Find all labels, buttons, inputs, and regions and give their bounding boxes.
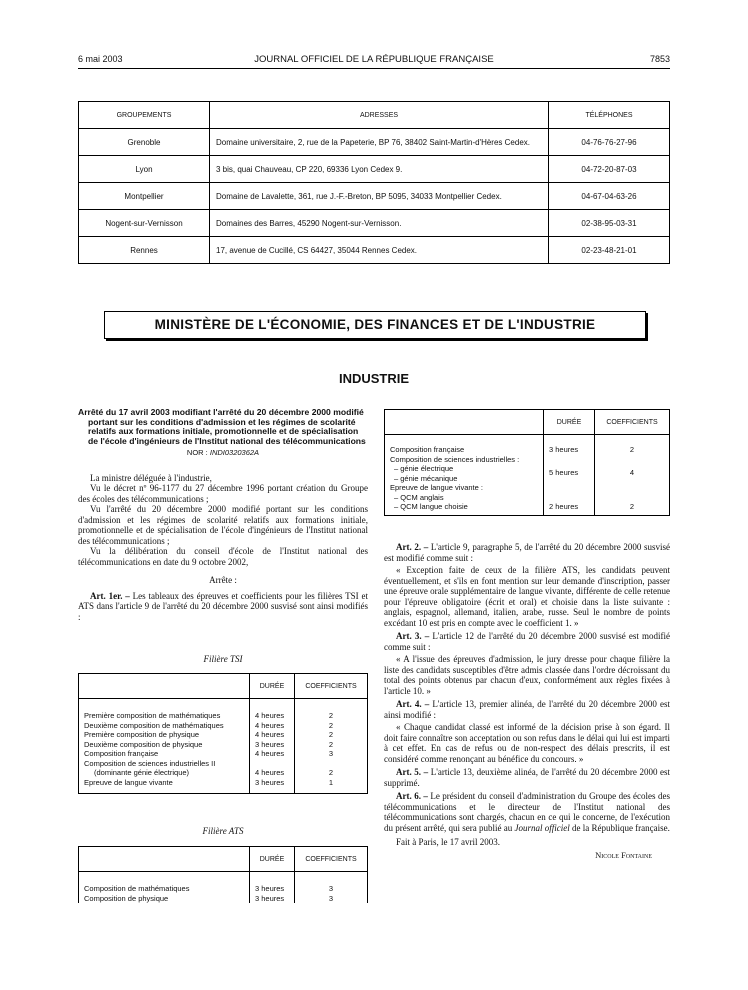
journal-officiel-text: Journal officiel: [514, 822, 570, 833]
table-body-row: [385, 435, 670, 516]
table-row: (dominante génie électrique): [94, 768, 190, 777]
coef-value: 2: [328, 730, 334, 739]
article-4: [384, 699, 670, 720]
table-row: Deuxième composition de physique: [84, 739, 203, 749]
column-header: GROUPEMENTS: [79, 102, 210, 129]
coef-value: 3: [328, 893, 334, 903]
coef-cell: [595, 435, 670, 516]
adresse-cell: 3 bis, quai Chauveau, CP 220, 69336 Lyon Cedex 9.: [210, 156, 549, 183]
header-date: 6 mai 2003: [78, 54, 123, 64]
duree-value: 2 heures: [549, 502, 579, 511]
filiere-ats-label: Filière ATS: [202, 826, 244, 836]
filiere-tsi-label: Filière TSI: [203, 654, 243, 664]
ats-table-part1: [78, 846, 368, 903]
table-row: – QCM anglais: [394, 492, 444, 502]
article-1: [78, 591, 368, 623]
article-5: [384, 767, 670, 788]
article-label: Art. 3. –: [396, 631, 430, 641]
coef-cell: [295, 872, 368, 904]
tsi-table: [78, 673, 368, 794]
table-row: Epreuve de langue vivante: [84, 777, 173, 787]
telephone-cell: 04-67-04-63-26: [549, 183, 670, 210]
column-header: DURÉE: [250, 847, 295, 872]
coef-value: 2: [328, 739, 334, 749]
coef-value: 1: [328, 777, 334, 787]
duree-value: 4 heures: [255, 711, 285, 720]
paragraph: Vu le décret nº 96-1177 du 27 décembre 1996 portant création du Groupe des écoles des télécommunications ;: [78, 483, 368, 504]
table-body-row: [79, 872, 368, 904]
table-row: Deuxième composition de mathématiques: [84, 720, 224, 730]
coef-value: 2: [328, 711, 334, 720]
duree-value: 4 heures: [255, 768, 285, 777]
coef-value: 3: [328, 749, 334, 758]
paragraph: Vu l'arrêté du 20 décembre 2000 modifié portant sur les conditions d'admission et les régimes de scolarité relatifs aux formations initiale, promotionnelle et de spécialisation de l'école d'ingénieurs de l'Institut national des télécommunications ;: [78, 504, 368, 546]
epreuve-cell: [79, 699, 250, 794]
article-label: Art. 2. –: [396, 542, 429, 552]
table-row: – QCM langue choisie: [394, 502, 468, 511]
table-row: – génie mécanique: [394, 473, 458, 483]
address-table: [78, 101, 670, 264]
paragraph: La ministre déléguée à l'industrie,: [90, 472, 212, 483]
article-label: Art. 5. –: [396, 767, 429, 777]
table-row: Première composition de physique: [84, 730, 200, 739]
telephone-cell: 02-38-95-03-31: [549, 210, 670, 237]
table-row: [79, 237, 670, 264]
article-text: L'article 13, premier alinéa, de l'arrêté du 20 décembre 2000 est ainsi modifié :: [384, 699, 670, 720]
article-3: [384, 631, 670, 652]
duree-value: 4 heures: [255, 720, 285, 730]
arrete-word: Arrête :: [209, 575, 237, 586]
paragraph: Vu la délibération du conseil d'école de l'Institut national des télécommunications en date du 9 octobre 2002,: [78, 546, 368, 567]
coef-value: 4: [629, 468, 635, 477]
table-row: Composition de sciences industrielles II: [84, 758, 216, 768]
nor-label: NOR :: [186, 448, 208, 458]
table-row: [79, 156, 670, 183]
duree-value: 4 heures: [255, 730, 285, 739]
duree-value: 4 heures: [255, 749, 285, 758]
duree-value: 3 heures: [255, 884, 285, 893]
column-header: ADRESSES: [210, 102, 549, 129]
table-row: Epreuve de langue vivante :: [390, 483, 483, 492]
column-header: [79, 847, 250, 872]
article-text: Les tableaux des épreuves et coefficients pour les filières TSI et ATS dans l'article 9 de l'arrêté du 20 décembre 2000 susvisé sont ainsi modifiés :: [78, 590, 368, 622]
column-header: [385, 410, 544, 435]
left-column: [78, 408, 368, 622]
article-quote: « A l'issue des épreuves d'admission, le jury dresse pour chaque filière la liste des candidats susceptibles d'être admis classée dans l'ordre décroissant du total des points obtenus par chacun d'eux, conformément aux règles fixées à l'article 10. »: [384, 654, 670, 696]
nor-value: INDI0320362A: [209, 448, 260, 458]
table-row: [79, 183, 670, 210]
duree-value: 3 heures: [549, 445, 579, 454]
duree-cell: [250, 872, 295, 904]
column-header: COEFFICIENTS: [595, 410, 670, 435]
coef-value: 3: [328, 884, 334, 893]
header-page-number: 7853: [649, 54, 670, 64]
article-text: L'article 13, deuxième alinéa, de l'arrêté du 20 décembre 2000 est supprimé.: [384, 767, 671, 788]
coef-cell: [295, 699, 368, 794]
table-row: [79, 129, 670, 156]
groupement-cell: Lyon: [79, 156, 210, 183]
table-row: Composition française: [390, 445, 465, 454]
section-title: INDUSTRIE: [338, 371, 410, 386]
table-header-row: [79, 102, 670, 129]
ministry-banner: MINISTÈRE DE L'ÉCONOMIE, DES FINANCES ET DE L'INDUSTRIE: [104, 311, 646, 339]
table-row: Composition de physique: [84, 893, 169, 903]
groupement-cell: Montpellier: [79, 183, 210, 210]
nor-reference: [78, 448, 368, 459]
header-rule: [78, 68, 670, 69]
column-header: COEFFICIENTS: [295, 847, 368, 872]
duree-value: 5 heures: [549, 468, 579, 477]
duree-cell: [544, 435, 595, 516]
article-label: Art. 4. –: [396, 699, 430, 709]
column-header: COEFFICIENTS: [295, 674, 368, 699]
right-column: [384, 542, 670, 860]
coef-value: 2: [328, 720, 334, 730]
coef-value: [300, 759, 362, 769]
article-6: [384, 791, 670, 833]
telephone-cell: 04-76-76-27-96: [549, 129, 670, 156]
table-row: Composition de sciences industrielles :: [390, 454, 520, 464]
coef-value: 2: [629, 445, 635, 454]
duree-value: [255, 759, 289, 769]
table-row: [79, 210, 670, 237]
column-header: [79, 674, 250, 699]
table-header-row: [79, 847, 368, 872]
article-label: Art. 1er. –: [90, 590, 130, 601]
table-row: Composition de mathématiques: [84, 884, 190, 893]
table-body-row: [79, 699, 368, 794]
ats-table-part2: [384, 409, 670, 516]
article-text: de la République française.: [571, 822, 670, 833]
coef-value: 2: [629, 502, 635, 511]
article-quote: « Chaque candidat classé est informé de la décision prise à son égard. Il doit faire connaître son acceptation ou son refus dans le délai qui lui est imparti à cet effet. En cas de refus ou de non-respect des délais prescrits, il est considéré comme renonçant au bénéfice du concours. »: [384, 722, 670, 764]
table-header-row: [385, 410, 670, 435]
article-text: L'article 12 de l'arrêté du 20 décembre 2000 susvisé est modifié comme suit :: [384, 631, 671, 652]
telephone-cell: 04-72-20-87-03: [549, 156, 670, 183]
column-header: TÉLÉPHONES: [549, 102, 670, 129]
epreuve-cell: [385, 435, 544, 516]
adresse-cell: Domaine universitaire, 2, rue de la Papeterie, BP 76, 38402 Saint-Martin-d'Hères Cedex.: [210, 129, 549, 156]
adresse-cell: Domaine de Lavalette, 361, rue J.-F.-Breton, BP 5095, 34033 Montpellier Cedex.: [210, 183, 549, 210]
groupement-cell: Rennes: [79, 237, 210, 264]
duree-value: 3 heures: [255, 739, 285, 749]
duree-value: 3 heures: [255, 777, 285, 787]
signature: Nicole Fontaine: [595, 849, 652, 860]
column-header: DURÉE: [250, 674, 295, 699]
header-journal: JOURNAL OFFICIEL DE LA RÉPUBLIQUE FRANÇAISE: [254, 54, 494, 65]
table-header-row: [79, 674, 368, 699]
epreuve-cell: [79, 872, 250, 904]
duree-cell: [250, 699, 295, 794]
article-quote: « Exception faite de ceux de la filière ATS, les candidats peuvent éventuellement, et s'ils en font mention sur leur demande d'inscription, passer une épreuve orale supplémentaire de langue vivante, différente de celle retenue pour l'épreuve obligatoire (écrit et oral) et choisie dans la liste suivante : anglais, espagnol, allemand, italien, arabe, russe. Seul le nombre de points excédant 10 est pris en compte avec le coefficient 1. »: [384, 565, 670, 628]
column-header: DURÉE: [544, 410, 595, 435]
table-row: Composition française: [84, 749, 159, 758]
telephone-cell: 02-23-48-21-01: [549, 237, 670, 264]
groupement-cell: Grenoble: [79, 129, 210, 156]
table-row: Première composition de mathématiques: [84, 711, 221, 720]
arrete-title: Arrêté du 17 avril 2003 modifiant l'arrêté du 20 décembre 2000 modifié portant sur les conditions d'admission et les régimes de scolarité relatifs aux formations initiale, promotionnelle et de spécialisation de l'école d'ingénieurs de l'Institut national des télécommunications: [78, 407, 366, 446]
coef-value: 2: [328, 768, 334, 777]
article-text: Le président du conseil d'administration du Groupe des écoles des télécommunications et le directeur de l'Institut national des télécommunications sont chargés, chacun en ce qui le concerne, de l'exécution du présent arrêté, qui sera publié au: [384, 791, 670, 833]
groupement-cell: Nogent-sur-Vernisson: [79, 210, 210, 237]
duree-value: 3 heures: [255, 893, 285, 903]
article-label: Art. 6. –: [396, 791, 428, 801]
article-2: [384, 542, 670, 563]
table-row: – génie électrique: [394, 464, 454, 473]
adresse-cell: 17, avenue de Cucillé, CS 64427, 35044 Rennes Cedex.: [210, 237, 549, 264]
article-text: L'article 9, paragraphe 5, de l'arrêté du 20 décembre 2000 susvisé est modifié comme suit :: [384, 542, 670, 563]
fait-a-paris: Fait à Paris, le 17 avril 2003.: [396, 837, 500, 847]
adresse-cell: Domaines des Barres, 45290 Nogent-sur-Vernisson.: [210, 210, 549, 237]
